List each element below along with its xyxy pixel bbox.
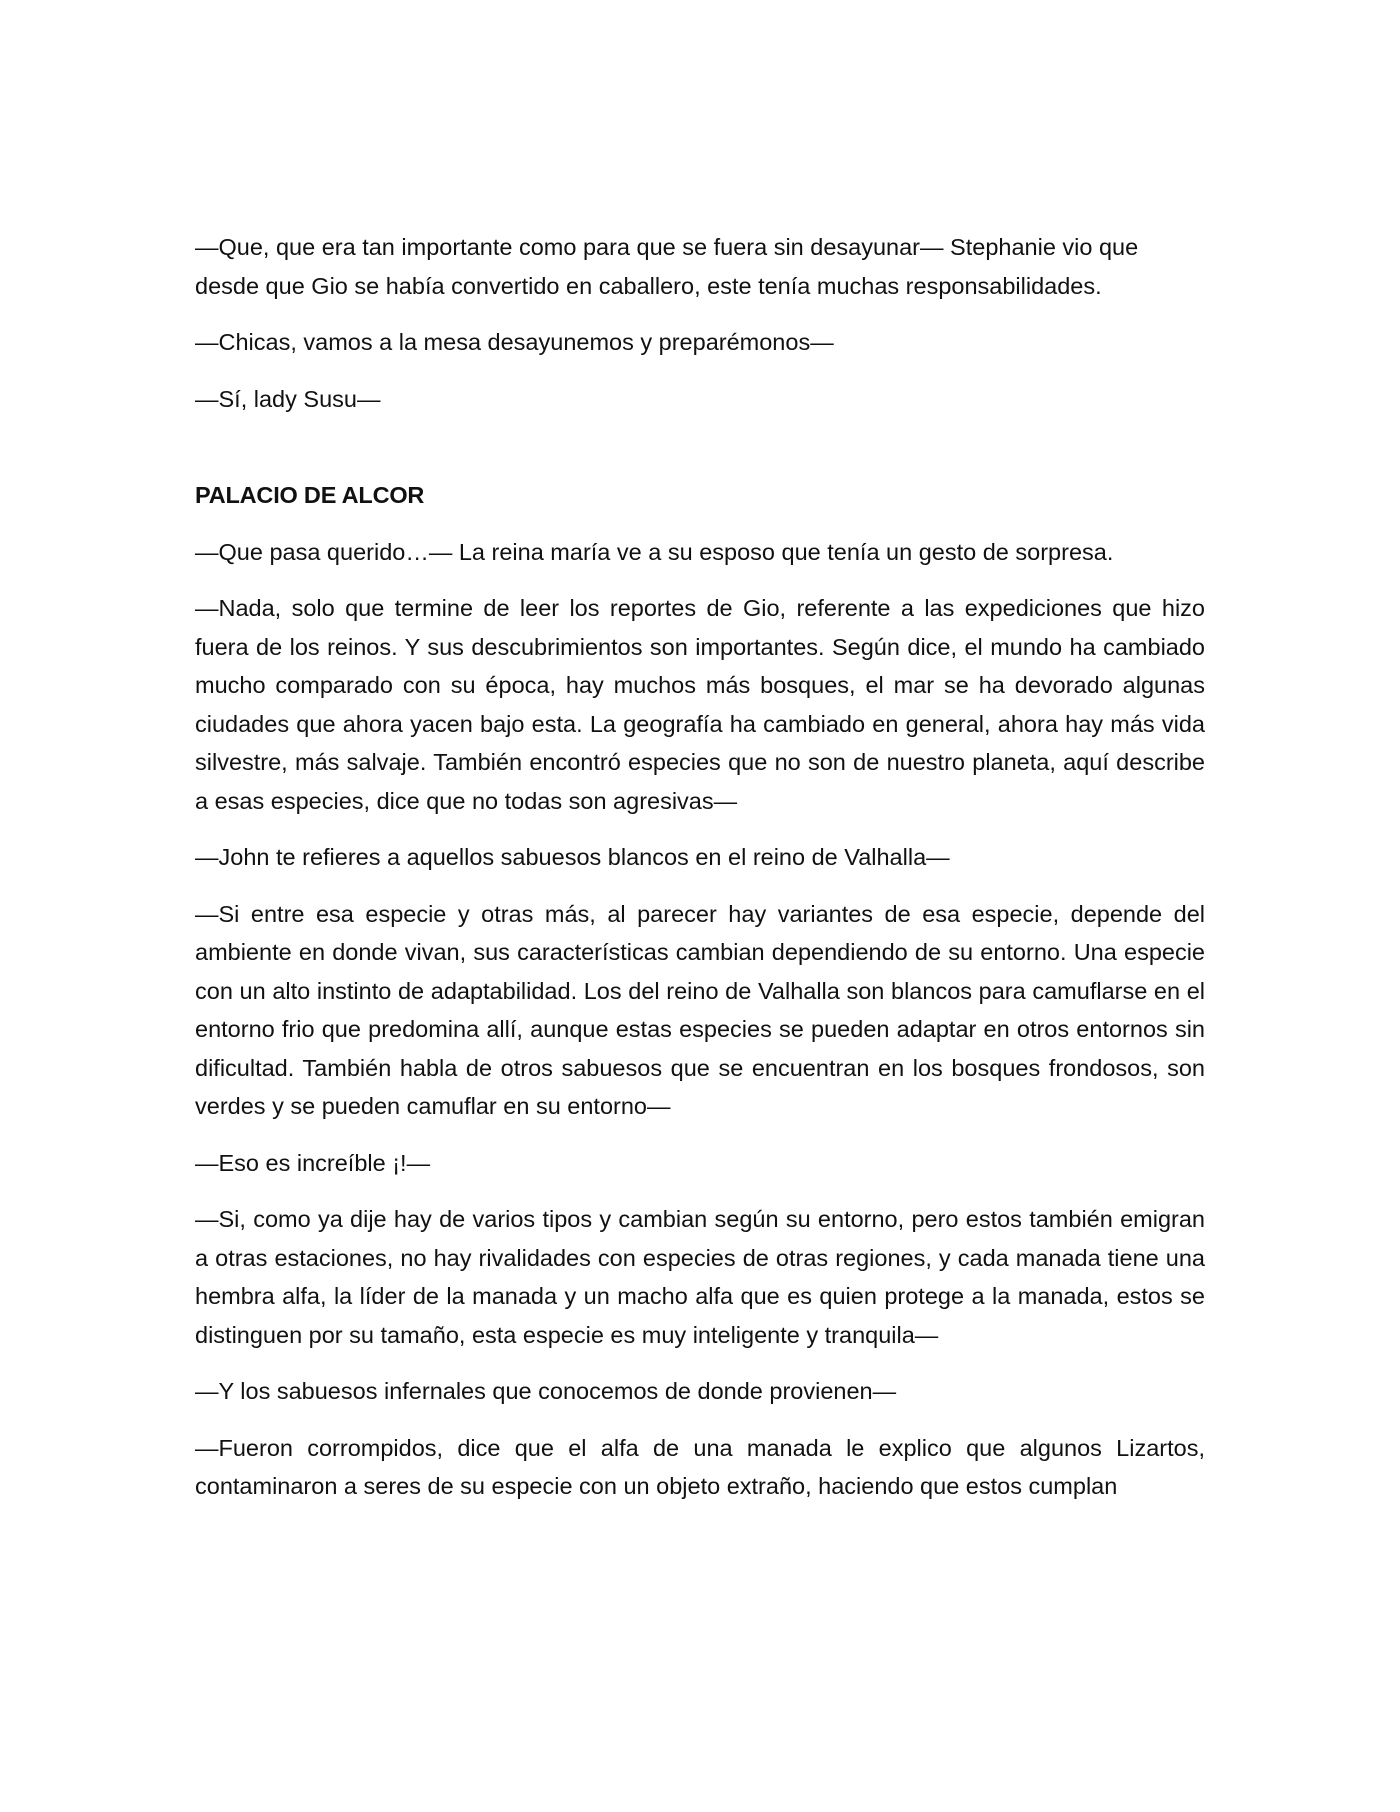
paragraph: —Si, como ya dije hay de varios tipos y cambian según su entorno, pero estos también emigran a otras estaciones, no hay rivalidades con especies de otras regiones, y cada manada tiene una hembra alfa, la líder de la manada y un macho alfa que es quien protege a la manada, estos se distinguen por su tamaño, esta especie es muy inteligente y tranquila— — [195, 1206, 1205, 1348]
paragraph: —Nada, solo que termine de leer los reportes de Gio, referente a las expediciones que hizo fuera de los reinos. Y sus descubrimientos son importantes. Según dice, el mundo ha cambiado mucho comparado con su época, hay muchos más bosques, el mar se ha devorado algunas ciudades que ahora yacen bajo esta. La geografía ha cambiado en general, ahora hay más vida silvestre, más salvaje. También encontró especies que no son de nuestro planeta, aquí describe a esas especies, dice que no todas son agresivas— — [195, 595, 1205, 814]
document-page — [195, 228, 1205, 1524]
paragraph: —Que, que era tan importante como para que se fuera sin desayunar— Stephanie vio que desde que Gio se había convertido en caballero, este tenía muchas responsabilidades. — [195, 234, 1139, 299]
paragraph: —Sí, lady Susu— — [195, 385, 381, 412]
paragraph: —Fueron corrompidos, dice que el alfa de una manada le explico que algunos Lizartos, contaminaron a seres de su especie con un objeto extraño, haciendo que estos cumplan — [195, 1434, 1205, 1499]
paragraph: —Y los sabuesos infernales que conocemos de donde provienen— — [195, 1378, 897, 1404]
paragraph: —Chicas, vamos a la mesa desayunemos y preparémonos— — [195, 329, 834, 355]
paragraph: —John te refieres a aquellos sabuesos blancos en el reino de Valhalla— — [195, 844, 950, 870]
paragraph: —Si entre esa especie y otras más, al parecer hay variantes de esa especie, depende del ambiente en donde vivan, sus características cambian dependiendo de su entorno. Una especie con un alto instinto de adaptabilidad. Los del reino de Valhalla son blancos para camuflarse en el entorno frio que predomina allí, aunque estas especies se pueden adaptar en otros entornos sin dificultad. También habla de otros sabuesos que se encuentran en los bosques frondosos, son verdes y se pueden camuflar en su entorno— — [195, 900, 1205, 1119]
paragraph: —Eso es increíble ¡!— — [195, 1149, 431, 1176]
section-heading: PALACIO DE ALCOR — [195, 482, 425, 508]
paragraph: —Que pasa querido…— La reina maría ve a su esposo que tenía un gesto de sorpresa. — [195, 538, 1114, 565]
